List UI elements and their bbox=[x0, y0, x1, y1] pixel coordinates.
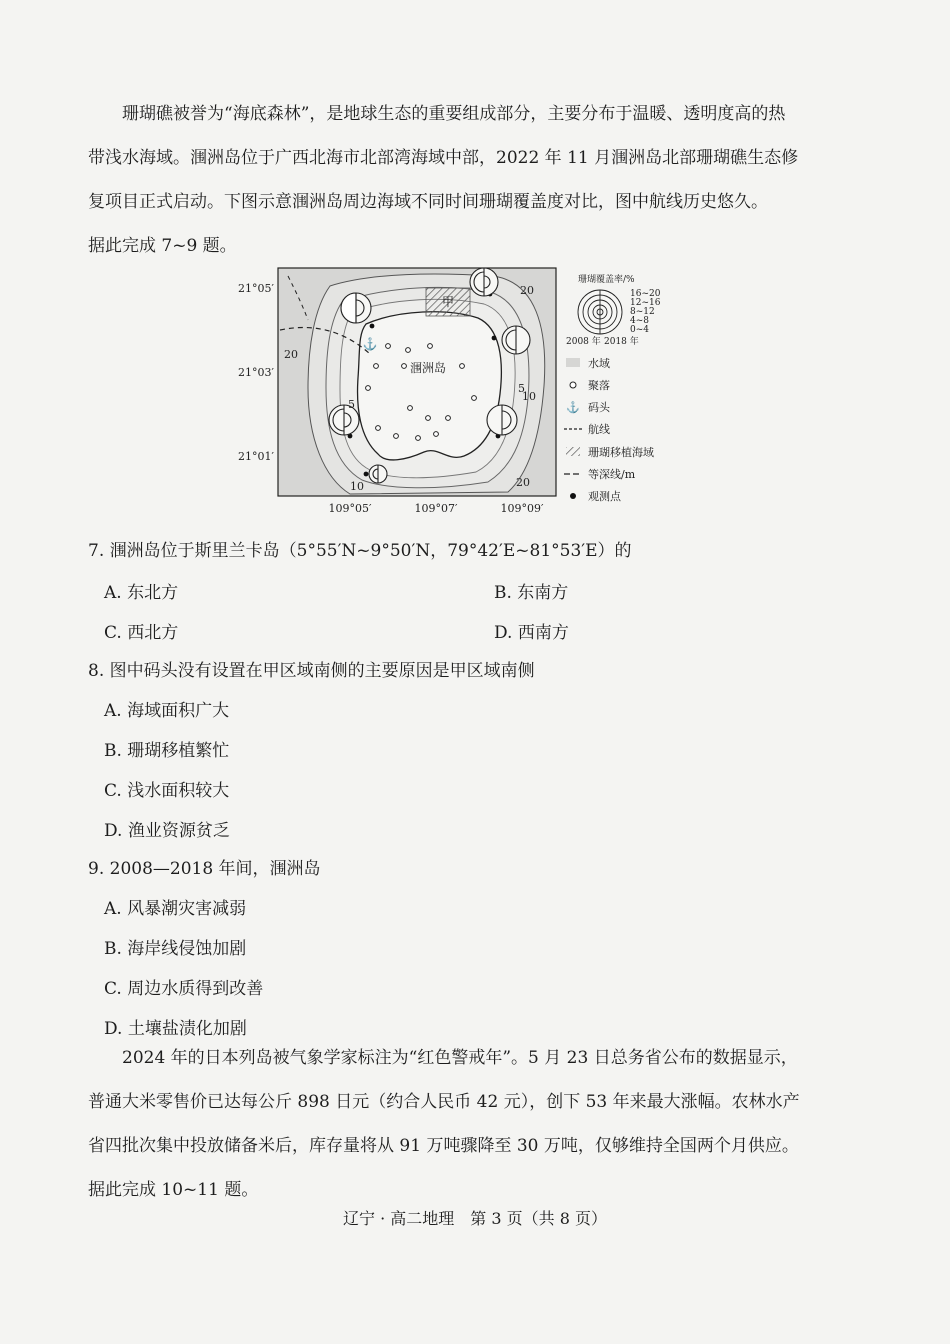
map-frame bbox=[278, 268, 556, 496]
legend-item: 珊瑚移植海域 bbox=[588, 446, 654, 459]
legend-item: 观测点 bbox=[588, 490, 621, 503]
lat-labels bbox=[238, 282, 274, 463]
legend-hatch-swatch bbox=[566, 447, 580, 456]
legend-item: 码头 bbox=[588, 401, 610, 414]
coverage-class: 8~12 bbox=[630, 307, 655, 317]
legend-observation-icon bbox=[570, 493, 576, 499]
lon-label: 109°07′ bbox=[414, 502, 458, 515]
depth-label: 10 bbox=[350, 480, 364, 493]
coverage-class: 12~16 bbox=[630, 298, 661, 308]
map-legend bbox=[564, 273, 661, 503]
legend-water-swatch bbox=[566, 358, 580, 367]
question-8-option-a[interactable]: A. 海域面积广大 bbox=[104, 701, 230, 721]
legend-item: 聚落 bbox=[588, 379, 610, 392]
intro-line: 珊瑚礁被誉为“海底森林”，是地球生态的重要组成部分，主要分布于温暖、透明度高的热 bbox=[122, 104, 786, 124]
question-7-option-b[interactable]: B. 东南方 bbox=[494, 583, 569, 603]
question-9-option-c[interactable]: C. 周边水质得到改善 bbox=[104, 979, 264, 999]
legend-year-2018: 2018 年 bbox=[604, 337, 639, 347]
intro-line: 2024 年的日本列岛被气象学家标注为“红色警戒年”。5 月 23 日总务省公布的数据显示， bbox=[122, 1048, 798, 1068]
legend-item: 航线 bbox=[588, 423, 610, 436]
page-footer: 辽宁 · 高二地理 第 3 页（共 8 页） bbox=[343, 1209, 607, 1228]
intro-line: 复项目正式启动。下图示意涠洲岛周边海域不同时间珊瑚覆盖度对比，图中航线历史悠久。 bbox=[88, 192, 768, 212]
depth-label: 10 bbox=[522, 390, 536, 403]
intro-passage-japan-rice bbox=[88, 1036, 836, 1212]
question-8-option-b[interactable]: B. 珊瑚移植繁忙 bbox=[104, 741, 230, 761]
lon-label: 109°09′ bbox=[500, 502, 544, 515]
intro-line: 据此完成 10~11 题。 bbox=[88, 1180, 259, 1200]
coverage-class: 4~8 bbox=[630, 316, 649, 326]
question-8-option-c[interactable]: C. 浅水面积较大 bbox=[104, 781, 230, 801]
legend-settlement-icon bbox=[570, 382, 576, 388]
legend-coverage-classes bbox=[630, 289, 661, 335]
intro-passage-coral bbox=[88, 92, 836, 268]
legend-anchor-icon: ⚓ bbox=[566, 401, 580, 414]
intro-line: 带浅水海域。涠洲岛位于广西北海市北部湾海域中部，2022 年 11 月涠洲岛北部珊瑚礁生态修 bbox=[88, 148, 799, 168]
legend-coverage-title: 珊瑚覆盖率/% bbox=[578, 275, 635, 285]
intro-line: 省四批次集中投放储备米后，库存量将从 91 万吨骤降至 30 万吨，仅够维持全国两个月供应。 bbox=[88, 1136, 799, 1156]
question-8-stem: 8. 图中码头没有设置在甲区域南侧的主要原因是甲区域南侧 bbox=[88, 661, 535, 681]
question-9-option-b[interactable]: B. 海岸线侵蚀加剧 bbox=[104, 939, 247, 959]
zone-jia-label: 甲 bbox=[441, 295, 455, 309]
coverage-class: 16~20 bbox=[630, 289, 661, 299]
intro-line: 据此完成 7~9 题。 bbox=[88, 236, 237, 256]
lat-label: 21°03′ bbox=[238, 366, 274, 379]
question-7-stem: 7. 涠洲岛位于斯里兰卡岛（5°55′N~9°50′N，79°42′E~81°53′E）的 bbox=[88, 541, 632, 561]
question-9-option-d[interactable]: D. 土壤盐渍化加剧 bbox=[104, 1019, 247, 1039]
coverage-class: 0~4 bbox=[630, 325, 649, 335]
depth-label: 20 bbox=[516, 476, 530, 489]
question-9-option-a[interactable]: A. 风暴潮灾害减弱 bbox=[104, 899, 247, 919]
depth-label: 20 bbox=[520, 284, 534, 297]
weizhou-island-map-figure bbox=[238, 268, 698, 528]
question-7-option-d[interactable]: D. 西南方 bbox=[494, 623, 569, 643]
intro-line: 普通大米零售价已达每公斤 898 日元（约合人民币 42 元），创下 53 年来最大涨幅。农林水产 bbox=[88, 1092, 800, 1112]
legend-year-2008: 2008 年 bbox=[566, 337, 601, 347]
lon-label: 109°05′ bbox=[328, 502, 372, 515]
legend-item: 水域 bbox=[588, 357, 610, 370]
depth-label: 5 bbox=[518, 382, 525, 395]
question-7-option-c[interactable]: C. 西北方 bbox=[104, 623, 179, 643]
depth-label: 5 bbox=[348, 398, 355, 411]
question-9-stem: 9. 2008—2018 年间，涠洲岛 bbox=[88, 859, 321, 879]
legend-coverage-symbol bbox=[578, 290, 622, 334]
lat-label: 21°05′ bbox=[238, 282, 274, 295]
legend-item: 等深线/m bbox=[588, 468, 636, 481]
coral-transplant-zone bbox=[426, 288, 470, 316]
pier-anchor-icon: ⚓ bbox=[362, 337, 378, 351]
question-8-option-d[interactable]: D. 渔业资源贫乏 bbox=[104, 821, 230, 841]
depth-label: 20 bbox=[284, 348, 298, 361]
map-svg bbox=[238, 268, 698, 528]
island-name-label: 涠洲岛 bbox=[409, 361, 447, 375]
lat-label: 21°01′ bbox=[238, 450, 274, 463]
lon-labels bbox=[329, 502, 544, 515]
question-7-option-a[interactable]: A. 东北方 bbox=[104, 583, 179, 603]
